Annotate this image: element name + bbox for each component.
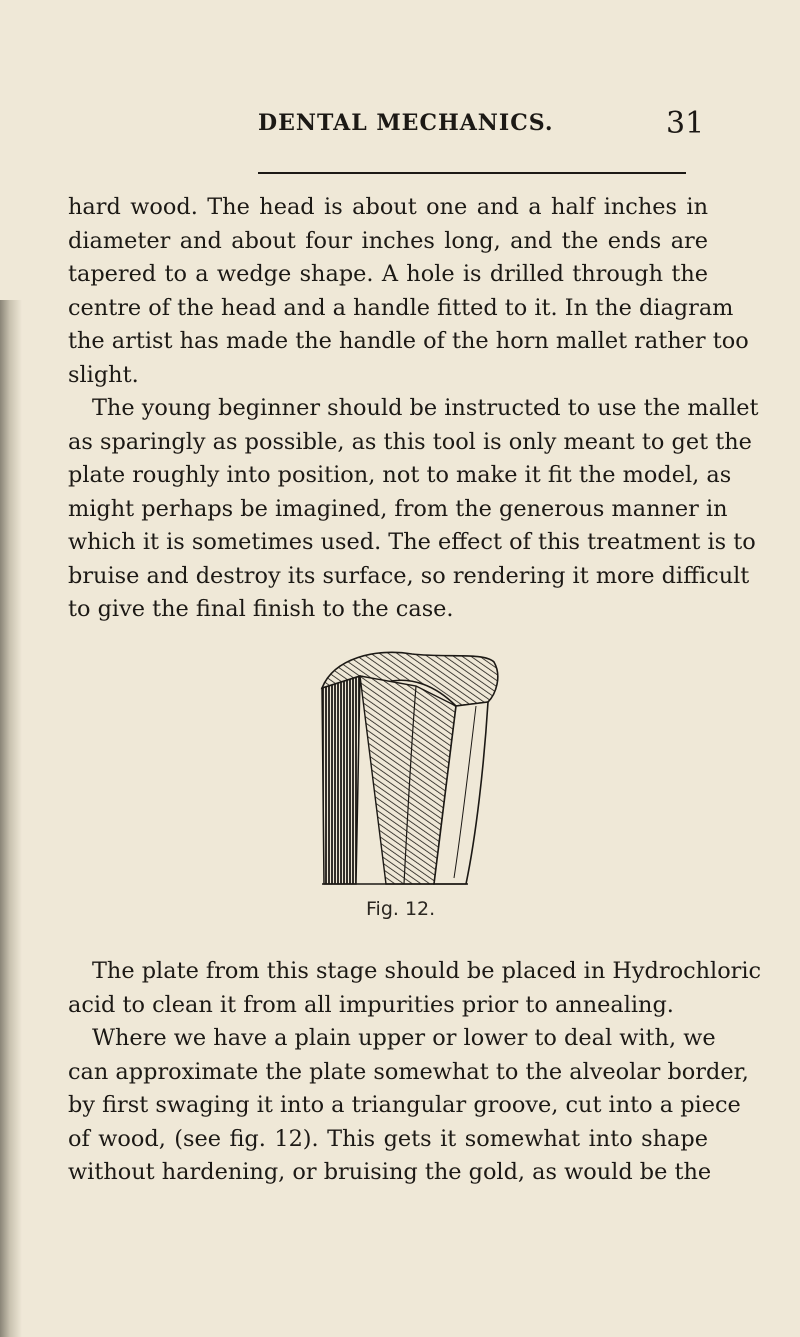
page-number: 31 [666,106,705,141]
running-head [0,106,800,146]
header-rule [258,172,686,174]
text-line: slight. [68,361,139,388]
running-title: DENTAL MECHANICS. [258,110,554,136]
text-line: Where we have a plain upper or lower to deal with, we [92,1025,716,1051]
paragraph-hard-wood [68,191,749,392]
text-line: might perhaps be imagined, from the generous manner in [68,495,728,522]
text-line: to give the final finish to the case. [68,596,454,622]
text-line: without hardening, or bruising the gold, as would be the [68,1159,712,1185]
text-line: The young beginner should be instructed to use the mallet [92,395,759,421]
figure-12-wood-block [316,646,502,886]
text-line: acid to clean it from all impurities prior to annealing. [68,991,674,1018]
text-line: which it is sometimes used. The effect of this treatment is to [68,529,756,555]
text-line: of wood, (see fig. 12). This gets it somewhat into shape [68,1125,708,1152]
text-line: diameter and about four inches long, and the ends are [68,227,708,254]
text-line: by first swaging it into a triangular groove, cut into a piece [68,1092,741,1118]
text-line: tapered to a wedge shape. A hole is drilled through the [68,261,708,287]
text-line: plate roughly into position, not to make it fit the model, as [68,462,732,488]
text-line: can approximate the plate somewhat to the alveolar border, [68,1058,749,1085]
text-line: The plate from this stage should be placed in Hydrochloric [92,958,762,984]
wedge-groove-illustration [316,646,502,886]
text-line: bruise and destroy its surface, so rendering it more difficult [68,562,750,589]
paragraph-hydrochloric [68,955,762,1022]
paragraph-plain-upper [68,1022,749,1190]
page-edge-shadow [0,300,22,1337]
text-line: hard wood. The head is about one and a half inches in [68,194,708,220]
text-line: the artist has made the handle of the horn mallet rather too [68,328,749,354]
text-line: centre of the head and a handle fitted to it. In the diagram [68,294,734,321]
figure-caption: Fig. 12. [366,898,436,920]
text-line: as sparingly as possible, as this tool is only meant to get the [68,428,752,455]
paragraph-young-beginner [68,392,759,627]
